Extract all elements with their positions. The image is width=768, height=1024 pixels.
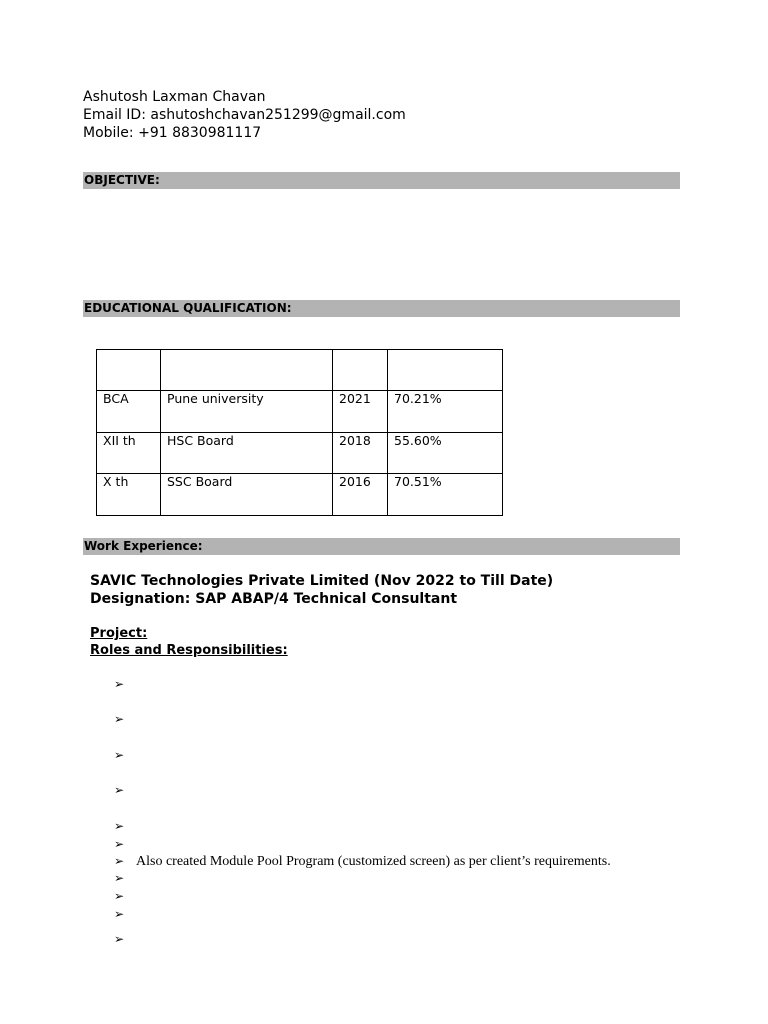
list-item (114, 677, 136, 692)
table-row (97, 391, 503, 433)
degree-cell: XII th (97, 432, 161, 474)
designation-line: Designation: SAP ABAP/4 Technical Consultant (90, 591, 458, 607)
list-item (114, 819, 136, 834)
mobile-line: Mobile: +91 8830981117 (83, 125, 262, 141)
table-header-row (97, 350, 503, 391)
table-cell (333, 350, 388, 391)
arrow-bullet-icon: ➢ (114, 871, 125, 885)
arrow-bullet-icon: ➢ (114, 748, 125, 762)
project-block (90, 625, 288, 659)
score-cell: 70.51% (388, 474, 503, 516)
education-table (96, 349, 503, 516)
roles-label: Roles and Responsibilities: (90, 643, 288, 658)
list-item (114, 889, 136, 904)
arrow-bullet-icon: ➢ (114, 907, 125, 921)
company-block (90, 572, 553, 608)
table-row (97, 474, 503, 516)
objective-heading: OBJECTIVE: (83, 172, 680, 189)
candidate-name: Ashutosh Laxman Chavan (83, 89, 266, 105)
degree-cell: X th (97, 474, 161, 516)
arrow-bullet-icon: ➢ (114, 889, 125, 903)
list-item: ➢ Also created Module Pool Program (customized screen) as per client’s requirements. (114, 854, 611, 869)
arrow-bullet-icon: ➢ (114, 854, 125, 868)
board-cell: SSC Board (161, 474, 333, 516)
contact-header (83, 88, 406, 142)
arrow-bullet-icon: ➢ (114, 783, 125, 797)
table-cell (161, 350, 333, 391)
board-cell: Pune university (161, 391, 333, 433)
project-label: Project: (90, 626, 148, 641)
list-item (114, 837, 136, 852)
arrow-bullet-icon: ➢ (114, 677, 125, 691)
arrow-bullet-icon: ➢ (114, 712, 125, 726)
arrow-bullet-icon: ➢ (114, 932, 125, 946)
score-cell: 55.60% (388, 432, 503, 474)
arrow-bullet-icon: ➢ (114, 819, 125, 833)
list-item (114, 871, 136, 886)
degree-cell: BCA (97, 391, 161, 433)
year-cell: 2016 (333, 474, 388, 516)
year-cell: 2018 (333, 432, 388, 474)
board-cell: HSC Board (161, 432, 333, 474)
table-cell (97, 350, 161, 391)
table-row (97, 432, 503, 474)
list-item (114, 748, 136, 763)
year-cell: 2021 (333, 391, 388, 433)
list-item (114, 783, 136, 798)
email-line: Email ID: ashutoshchavan251299@gmail.com (83, 107, 406, 123)
list-item (114, 932, 136, 947)
table-cell (388, 350, 503, 391)
education-heading: EDUCATIONAL QUALIFICATION: (83, 300, 680, 317)
score-cell: 70.21% (388, 391, 503, 433)
list-item (114, 712, 136, 727)
company-line: SAVIC Technologies Private Limited (Nov 2022 to Till Date) (90, 573, 554, 589)
list-item (114, 907, 136, 922)
work-heading: Work Experience: (83, 538, 680, 555)
arrow-bullet-icon: ➢ (114, 837, 125, 851)
